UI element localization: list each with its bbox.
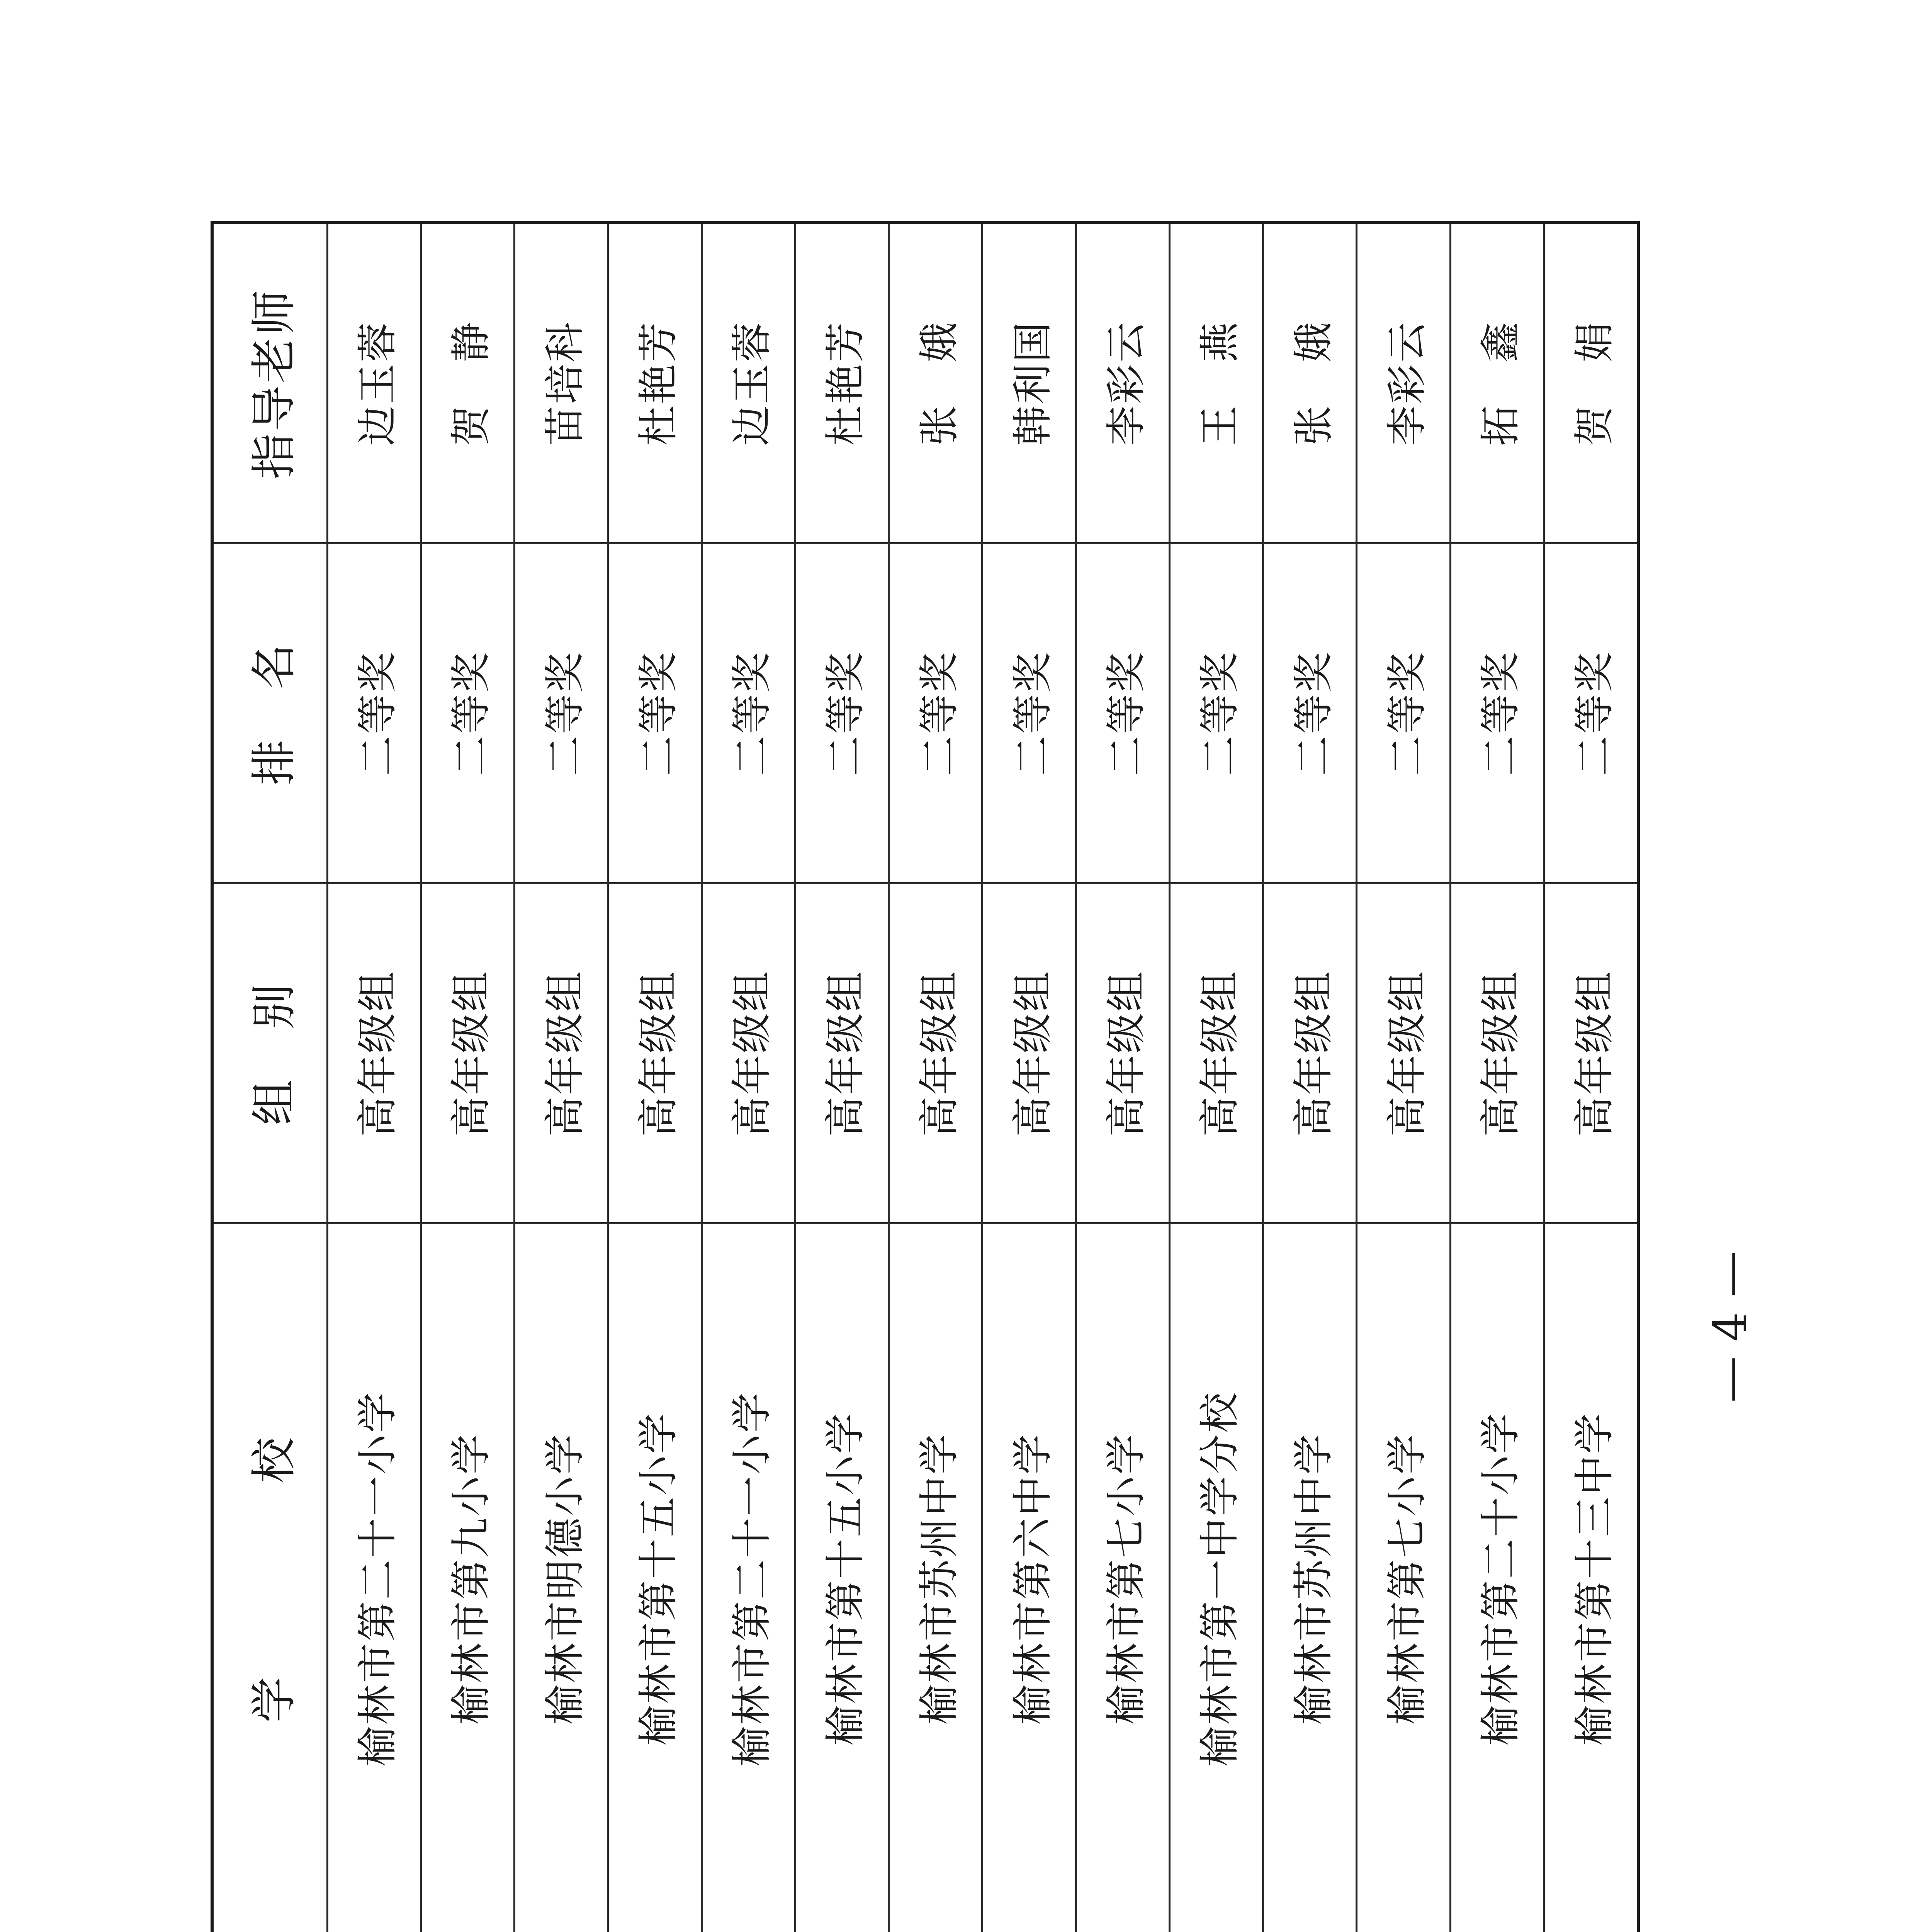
table-row [1357,223,1450,1932]
table-row [515,223,608,1932]
cell-school: 榆林市第七小学 [1076,1223,1169,1932]
cell-group: 高年级组 [1169,883,1263,1223]
cell-teacher: 张 娥 [1263,223,1357,543]
results-table-container [211,224,1640,1932]
table-row [421,223,514,1932]
cell-rank: 二等奖 [982,543,1076,883]
cell-group: 高年级组 [1076,883,1169,1223]
cell-teacher: 李彩云 [1076,223,1169,543]
cell-group: 高年级组 [1450,883,1544,1223]
cell-group: 高年级组 [1357,883,1450,1223]
cell-teacher: 李彩云 [1357,223,1450,543]
cell-rank: 二等奖 [702,543,795,883]
cell-rank: 二等奖 [608,543,702,883]
cell-teacher: 苗培科 [515,223,608,543]
cell-teacher: 贺 静 [421,223,514,543]
cell-rank: 二等奖 [1450,543,1544,883]
cell-teacher: 张 娥 [889,223,982,543]
table-row [982,223,1076,1932]
table-row [795,223,889,1932]
cell-group: 高年级组 [795,883,889,1223]
cell-group: 高年级组 [1544,883,1638,1223]
cell-teacher: 边玉蓉 [702,223,795,543]
table-row [1450,223,1544,1932]
cell-teacher: 王 燕 [1169,223,1263,543]
table-row [1544,223,1638,1932]
cell-group: 高年级组 [608,883,702,1223]
cell-school: 榆林市明德小学 [515,1223,608,1932]
cell-teacher: 拓 鑫 [1450,223,1544,543]
table-row [1076,223,1169,1932]
cell-teacher: 贺 娟 [1544,223,1638,543]
cell-group: 高年级组 [421,883,514,1223]
cell-school: 榆林市第七小学 [1357,1223,1450,1932]
header-school: 学 校 [212,1223,327,1932]
cell-rank: 二等奖 [795,543,889,883]
cell-school: 榆林市第九小学 [421,1223,514,1932]
cell-rank: 二等奖 [1076,543,1169,883]
cell-school: 榆林市第十三中学 [1544,1223,1638,1932]
cell-school: 榆林市第一中学分校 [1169,1223,1263,1932]
table-row [608,223,702,1932]
cell-group: 高年级组 [982,883,1076,1223]
cell-group: 高年级组 [327,883,421,1223]
table-row [1263,223,1357,1932]
cell-group: 高年级组 [889,883,982,1223]
cell-group: 高年级组 [702,883,795,1223]
cell-rank: 二等奖 [1544,543,1638,883]
header-group: 组 别 [212,883,327,1223]
cell-school: 榆林市第二十小学 [1450,1223,1544,1932]
cell-rank: 二等奖 [421,543,514,883]
cell-teacher: 边玉蓉 [327,223,421,543]
header-rank: 排 名 [212,543,327,883]
cell-school: 榆林市第十五小学 [608,1223,702,1932]
cell-rank: 二等奖 [889,543,982,883]
cell-rank: 二等奖 [327,543,421,883]
cell-school: 榆林市苏州中学 [889,1223,982,1932]
header-teacher: 指导老师 [212,223,327,543]
cell-rank: 二等奖 [515,543,608,883]
table-header-row [212,223,327,1932]
cell-school: 榆林市苏州中学 [1263,1223,1357,1932]
cell-teacher: 杜艳芳 [795,223,889,543]
cell-rank: 二等奖 [1263,543,1357,883]
cell-school: 榆林市第六中学 [982,1223,1076,1932]
results-table [211,221,1640,1932]
table-row [702,223,795,1932]
table-row [327,223,421,1932]
table-row [889,223,982,1932]
cell-group: 高年级组 [515,883,608,1223]
cell-teacher: 杜艳芳 [608,223,702,543]
table-body [327,223,1638,1932]
cell-rank: 二等奖 [1169,543,1263,883]
cell-school: 榆林市第二十一小学 [327,1223,421,1932]
cell-group: 高年级组 [1263,883,1357,1223]
cell-teacher: 韩利国 [982,223,1076,543]
cell-school: 榆林市第二十一小学 [702,1223,795,1932]
page-number: — 4 — [1704,1251,1757,1403]
cell-rank: 二等奖 [1357,543,1450,883]
table-row [1169,223,1263,1932]
cell-school: 榆林市第十五小学 [795,1223,889,1932]
